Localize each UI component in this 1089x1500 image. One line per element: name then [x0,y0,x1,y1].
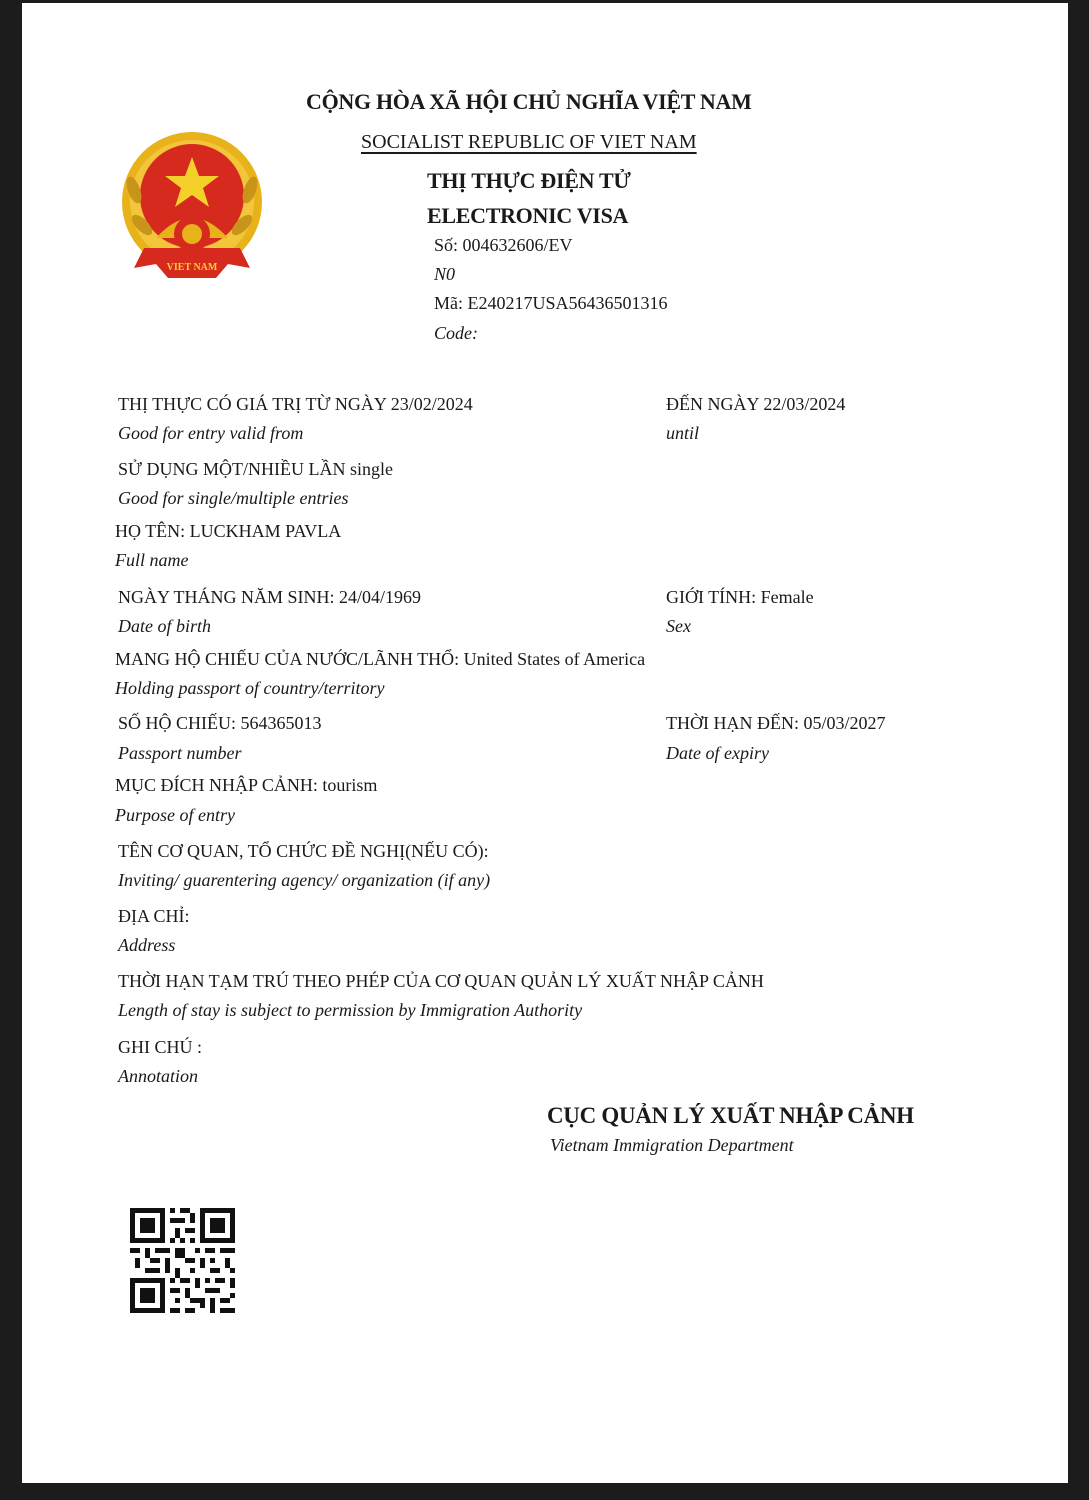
valid-until-label: until [666,423,700,443]
valid-from-label: Good for entry valid from [118,423,304,443]
length-of-stay-label: Length of stay is subject to permission by Immigration Authority [118,1000,583,1020]
country-title-vn: CỘNG HÒA XÃ HỘI CHỦ NGHĨA VIỆT NAM [306,89,752,114]
visa-number: Số: 004632606/EV [434,235,573,255]
passport-number-label: Passport number [118,743,242,763]
address-label: Address [118,935,176,955]
valid-from: THỊ THỰC CÓ GIÁ TRỊ TỪ NGÀY 23/02/2024 [118,394,473,414]
purpose-of-entry-label: Purpose of entry [115,805,235,825]
full-name: HỌ TÊN: LUCKHAM PAVLA [115,521,342,541]
passport-expiry: THỜI HẠN ĐẾN: 05/03/2027 [666,713,886,733]
visa-code-label: Code: [434,323,478,343]
date-of-birth-label: Date of birth [118,616,211,636]
address: ĐỊA CHỈ: [118,906,190,926]
annotation: GHI CHÚ : [118,1037,202,1057]
visa-number-label: N0 [434,264,456,284]
emblem-text: VIET NAM [166,262,218,273]
issuing-authority: CỤC QUẢN LÝ XUẤT NHẬP CẢNH [547,1103,914,1128]
visa-code: Mã: E240217USA56436501316 [434,293,668,313]
visa-document [22,3,1068,1483]
doc-title-en: ELECTRONIC VISA [427,203,629,228]
entries: SỬ DỤNG MỘT/NHIỀU LẦN single [118,459,393,479]
inviting-agency: TÊN CƠ QUAN, TỔ CHỨC ĐỀ NGHỊ(NẾU CÓ): [118,841,489,861]
sex-label: Sex [666,616,691,636]
country-title-en: SOCIALIST REPUBLIC OF VIET NAM [361,131,697,153]
passport-number: SỐ HỘ CHIẾU: 564365013 [118,713,322,733]
passport-country: MANG HỘ CHIẾU CỦA NƯỚC/LÃNH THỔ: United States of America [115,649,646,669]
length-of-stay: THỜI HẠN TẠM TRÚ THEO PHÉP CỦA CƠ QUAN QUẢN LÝ XUẤT NHẬP CẢNH [118,971,764,991]
issuing-authority-en: Vietnam Immigration Department [550,1135,794,1155]
national-emblem-icon [116,130,268,285]
passport-expiry-label: Date of expiry [666,743,769,763]
full-name-label: Full name [115,550,189,570]
annotation-label: Annotation [118,1066,198,1086]
entries-label: Good for single/multiple entries [118,488,349,508]
sex: GIỚI TÍNH: Female [666,587,814,607]
qr-code-icon [130,1208,235,1313]
inviting-agency-label: Inviting/ guarentering agency/ organization (if any) [118,870,491,890]
valid-until: ĐẾN NGÀY 22/03/2024 [666,394,846,414]
passport-country-label: Holding passport of country/territory [115,678,385,698]
purpose-of-entry: MỤC ĐÍCH NHẬP CẢNH: tourism [115,775,378,795]
date-of-birth: NGÀY THÁNG NĂM SINH: 24/04/1969 [118,587,422,607]
doc-title-vn: THỊ THỰC ĐIỆN TỬ [427,168,631,193]
